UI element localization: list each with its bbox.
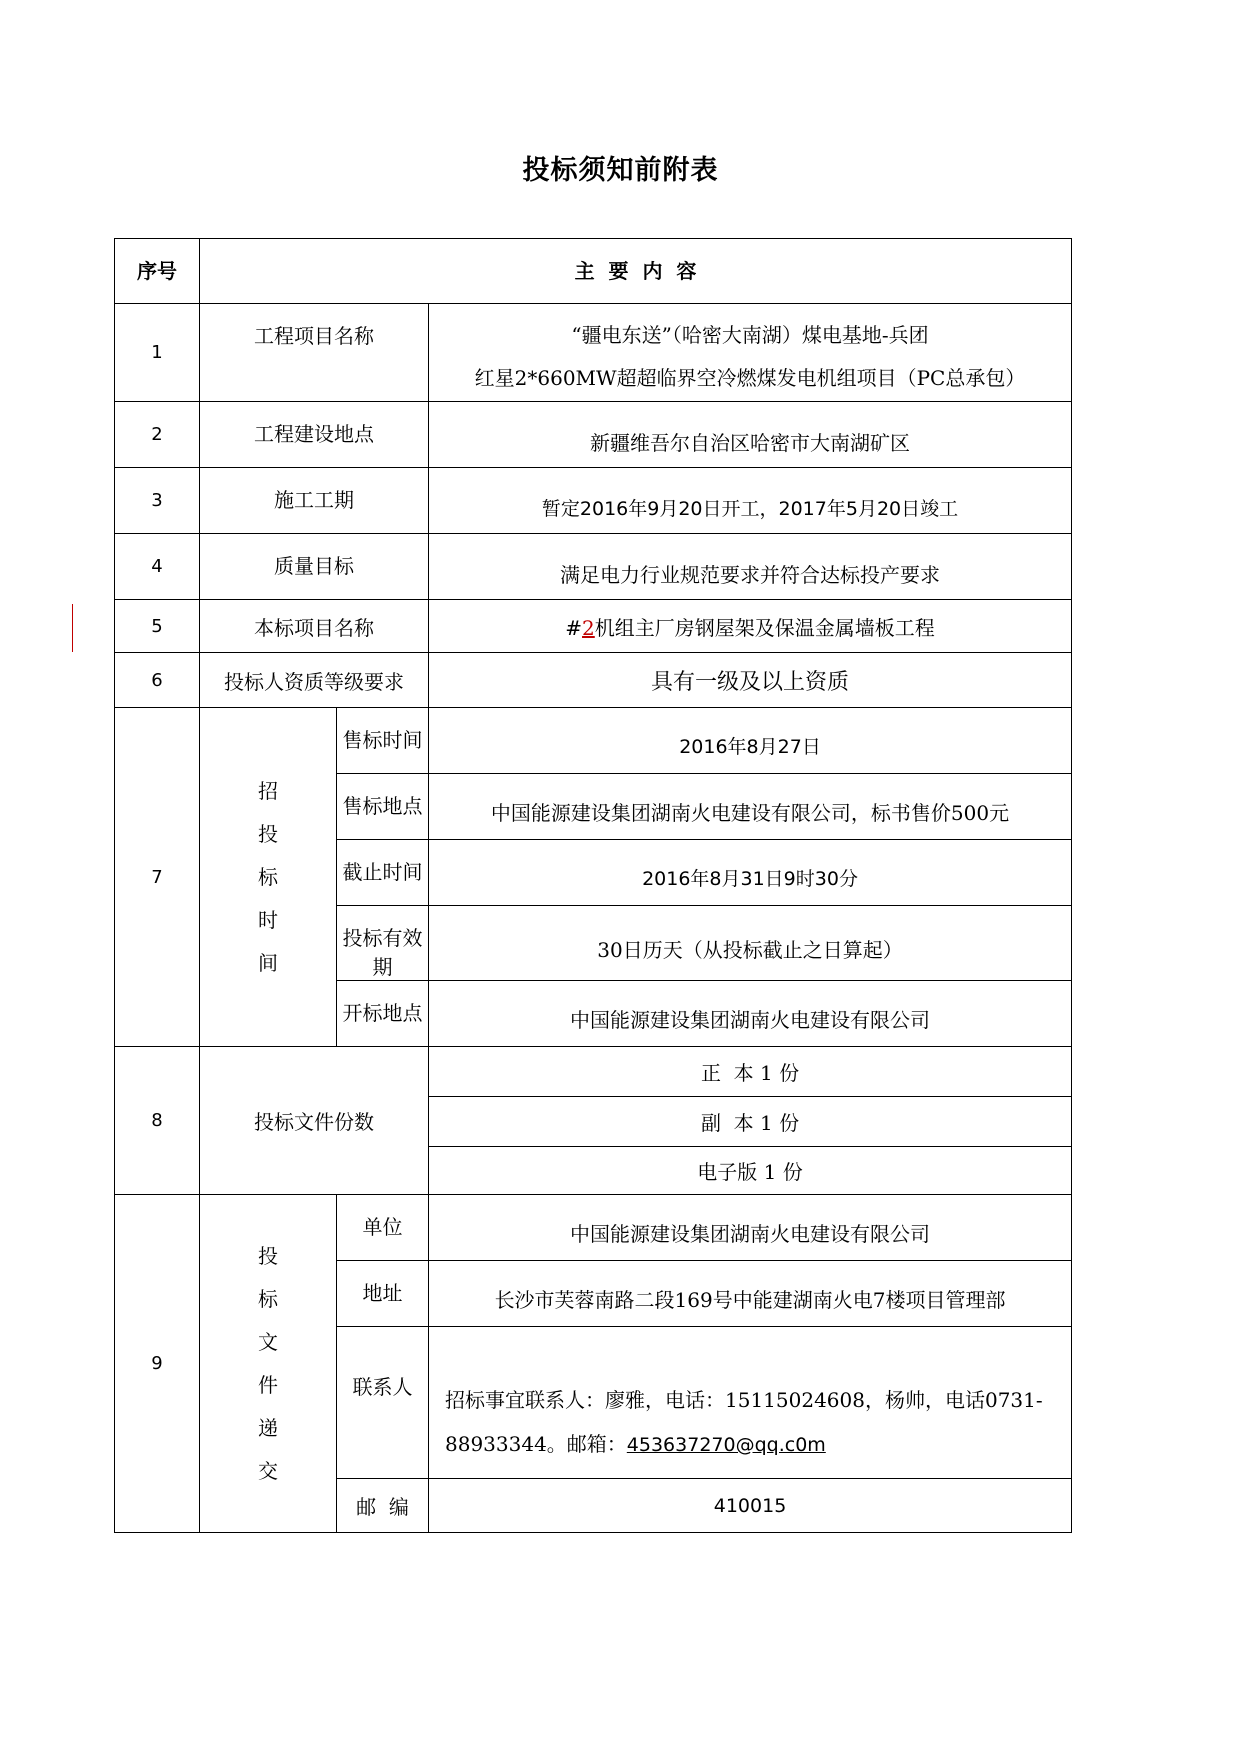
revision-bar: [72, 604, 73, 652]
row-label: 投标人资质等级要求: [200, 653, 429, 708]
row-value-line: 红星2*660MW超超临界空冷燃煤发电机组项目（PC总承包）: [474, 365, 1026, 390]
row-number: 4: [115, 534, 200, 600]
sub-value: 2016年8月31日9时30分: [429, 840, 1072, 906]
sub-label: 投标有效期: [337, 906, 429, 981]
sub-value: 中国能源建设集团湖南火电建设有限公司: [429, 981, 1072, 1047]
contact-value: [429, 1327, 1072, 1479]
contact-text: 招标事宜联系人：廖雅，电话：15115024608，杨帅，电话0731-88933344。邮箱：: [445, 1388, 1043, 1456]
sub-label: 售标地点: [337, 774, 429, 840]
row-value: 暂定2016年9月20日开工，2017年5月20日竣工: [429, 468, 1072, 534]
group-label-char: 招: [258, 778, 278, 803]
group-label-char: 标: [258, 1286, 278, 1311]
table-header-row: [115, 239, 1072, 304]
row-label: 投标文件份数: [200, 1047, 429, 1195]
table-row: [115, 402, 1072, 468]
sub-label: 开标地点: [337, 981, 429, 1047]
group-label-char: 件: [258, 1372, 278, 1397]
table-row: [115, 653, 1072, 708]
row-number: 5: [115, 600, 200, 653]
header-content: 主 要 内 容: [200, 239, 1072, 304]
sub-label: 单位: [337, 1195, 429, 1261]
group-label-char: 交: [258, 1458, 278, 1483]
group-label-char: 投: [258, 1243, 278, 1268]
row-number: 8: [115, 1047, 200, 1195]
row-number: 7: [115, 708, 200, 1047]
email-link[interactable]: 453637270@qq.c0m: [626, 1434, 826, 1456]
table-row: [115, 304, 1072, 402]
row-group-label: [200, 708, 337, 1047]
sub-label: 地址: [337, 1261, 429, 1327]
table-row: [115, 600, 1072, 653]
row-value: 新疆维吾尔自治区哈密市大南湖矿区: [429, 402, 1072, 468]
row-value: [429, 600, 1072, 653]
table-row: [115, 1195, 1072, 1261]
table-row: [115, 534, 1072, 600]
row-label: 本标项目名称: [200, 600, 429, 653]
table-row: [115, 468, 1072, 534]
sub-value: 30日历天（从投标截止之日算起）: [429, 906, 1072, 981]
row-number: 1: [115, 304, 200, 402]
row-group-label: [200, 1195, 337, 1533]
sub-value: 长沙市芙蓉南路二段169号中能建湖南火电7楼项目管理部: [429, 1261, 1072, 1327]
sub-value: 410015: [429, 1479, 1072, 1533]
group-label-char: 标: [258, 864, 278, 889]
revision-mark: 2: [582, 615, 595, 640]
page-title: 投标须知前附表: [522, 155, 719, 186]
group-label-char: 投: [258, 821, 278, 846]
row-label: 工程项目名称: [200, 304, 429, 402]
group-label-char: 间: [258, 950, 278, 975]
row-label: 质量目标: [200, 534, 429, 600]
row-number: 6: [115, 653, 200, 708]
copies-value: 副 本 1 份: [429, 1097, 1072, 1147]
group-label-char: 时: [258, 907, 278, 932]
row-value: 满足电力行业规范要求并符合达标投产要求: [429, 534, 1072, 600]
group-label-char: 递: [258, 1415, 278, 1440]
bid-notice-table: [114, 238, 1072, 1533]
header-seq: 序号: [115, 239, 200, 304]
row-number: 3: [115, 468, 200, 534]
copies-value: 电子版 1 份: [429, 1147, 1072, 1195]
group-label-char: 文: [258, 1329, 278, 1354]
sub-label: 截止时间: [337, 840, 429, 906]
row-value-rest: 机组主厂房钢屋架及保温金属墙板工程: [594, 615, 935, 640]
sub-value: 中国能源建设集团湖南火电建设有限公司: [429, 1195, 1072, 1261]
table-row: [115, 1047, 1072, 1097]
table-row: [115, 708, 1072, 774]
sub-label: 售标时间: [337, 708, 429, 774]
row-value-line: “疆电东送”（哈密大南湖）煤电基地-兵团: [571, 322, 929, 347]
sub-label: 邮 编: [337, 1479, 429, 1533]
row-value: 具有一级及以上资质: [429, 653, 1072, 708]
row-label: 工程建设地点: [200, 402, 429, 468]
row-value-prefix: #: [565, 615, 583, 640]
copies-value: 正 本 1 份: [429, 1047, 1072, 1097]
sub-value: 中国能源建设集团湖南火电建设有限公司，标书售价500元: [429, 774, 1072, 840]
sub-value: 2016年8月27日: [429, 708, 1072, 774]
row-value: [429, 304, 1072, 402]
row-number: 2: [115, 402, 200, 468]
sub-label: 联系人: [337, 1327, 429, 1479]
row-label: 施工工期: [200, 468, 429, 534]
row-number: 9: [115, 1195, 200, 1533]
